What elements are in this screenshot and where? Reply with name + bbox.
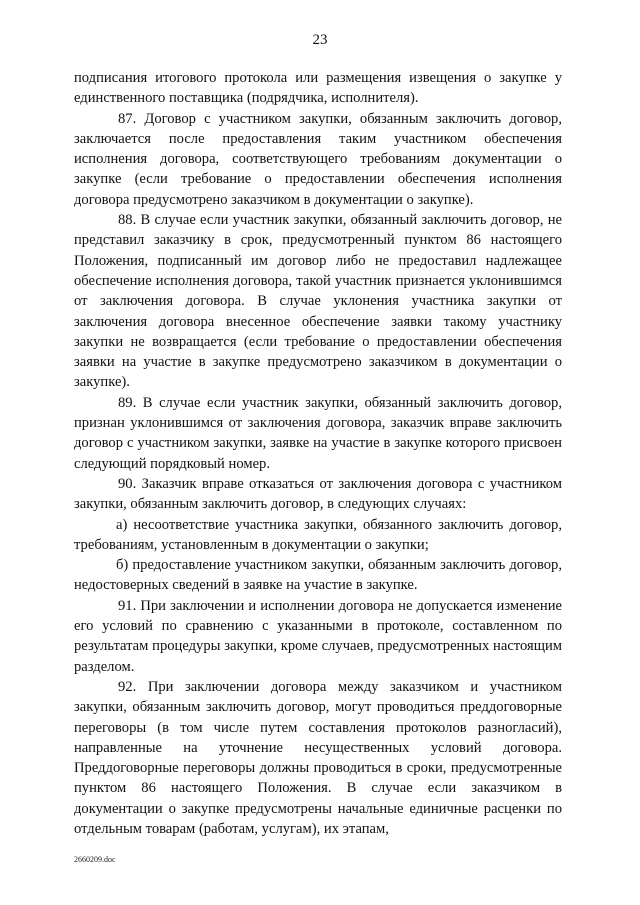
paragraph-90-a: а) несоответствие участника закупки, обязанного заключить договор, требованиям, установленным в документации о закупки;: [74, 516, 562, 553]
paragraph-88: 88. В случае если участник закупки, обязанный заключить договор, не представил заказчику в срок, предусмотренный пунктом 86 настоящего Положения, подписанный им договор либо не предоставил надлежащее обеспечение исполнения договора, такой участник признается уклонившимся от заключения договора. В случае уклонения участника закупки от заключения договора внесенное обеспечение заявки такому участнику закупки не возвращается (если требование о предоставлении обеспечения заявки на участие в закупке предусмотрено заказчиком в документации о закупке).: [74, 212, 562, 391]
file-name-footer: 2660209.doc: [74, 855, 116, 864]
paragraph-90-b: б) предоставление участником закупки, обязанным заключить договор, недостоверных сведений в заявке на участие в закупке.: [74, 557, 562, 594]
paragraph-89: 89. В случае если участник закупки, обязанный заключить договор, признан уклонившимся от заключения договора, заказчик вправе заключить договор с участником закупки, заявке на участие в закупке которого присвоен следующий порядковый номер.: [74, 394, 562, 472]
document-body: [74, 68, 562, 839]
paragraph-87: 87. Договор с участником закупки, обязанным заключить договор, заключается после предоставления таким участником обеспечения исполнения договора, соответствующего требованиям документации о закупке (если требование о предоставлении обеспечения исполнения договора предусмотрено заказчиком в документации о закупке).: [74, 110, 562, 208]
paragraph-91: 91. При заключении и исполнении договора не допускается изменение его условий по сравнению с указанными в протоколе, составленном по результатам процедуры закупки, кроме случаев, предусмотренных настоящим разделом.: [74, 597, 562, 675]
page-number: 23: [312, 32, 328, 48]
paragraph-90: 90. Заказчик вправе отказаться от заключения договора с участником закупки, обязанным заключить договор, в следующих случаях:: [74, 475, 562, 513]
paragraph-92: 92. При заключении договора между заказчиком и участником закупки, обязанным заключить договор, могут проводиться преддоговорные переговоры (в том числе путем составления протоколов разногласий), направленные на уточнение несущественных условий договора. Преддоговорные переговоры должны проводиться в сроки, предусмотренные пунктом 86 настоящего Положения. В случае если заказчиком в документации о закупке предусмотрены начальные единичные расценки по отдельным товарам (работам, услугам), их этапам,: [74, 678, 562, 837]
paragraph-continuation: подписания итогового протокола или размещения извещения о закупке у единственного поставщика (подрядчика, исполнителя).: [74, 70, 562, 107]
